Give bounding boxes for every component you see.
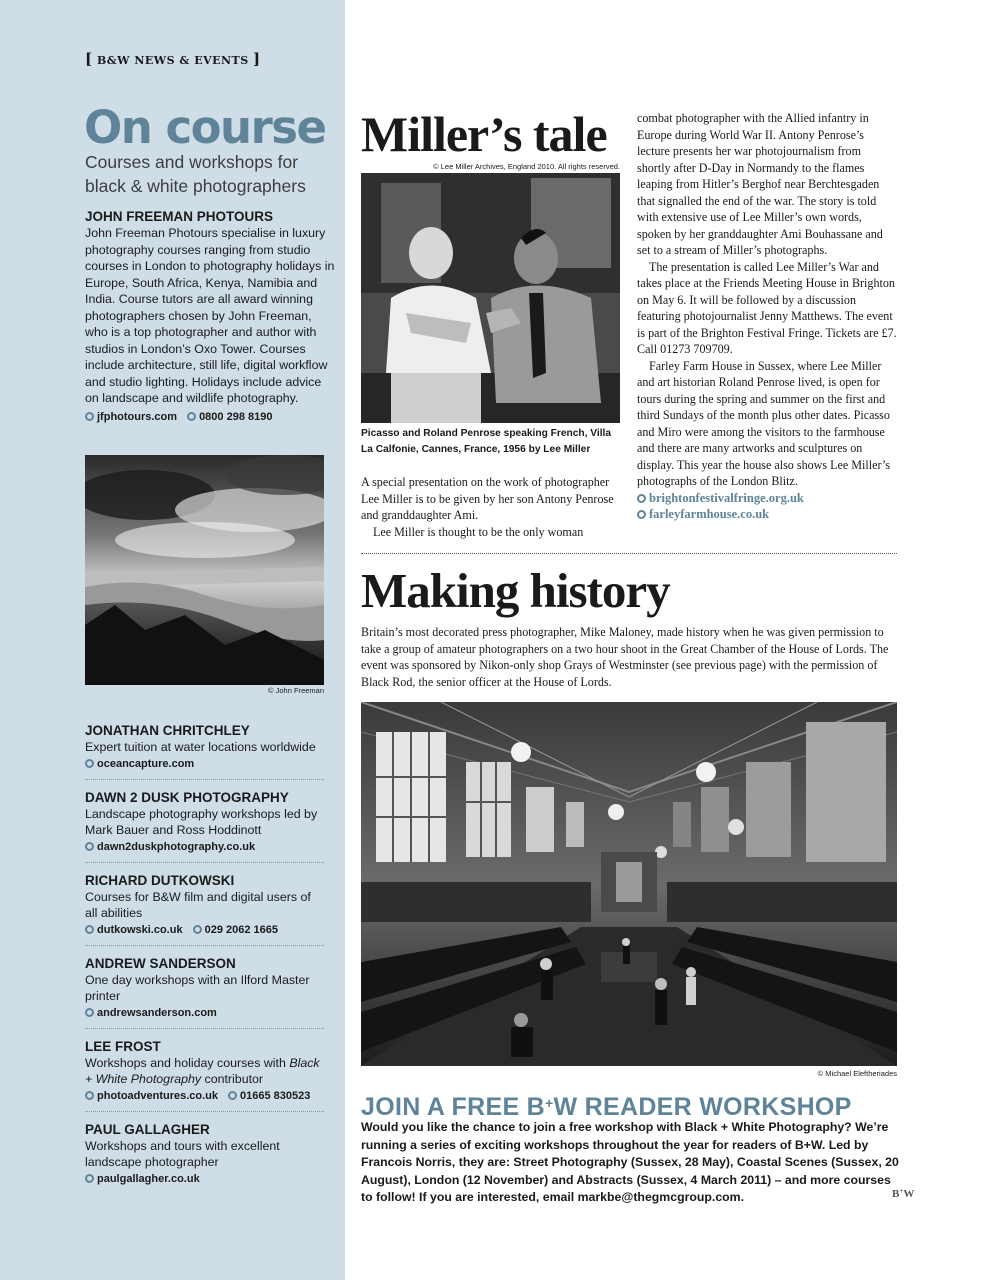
logo-plus: +: [899, 1187, 904, 1195]
course-contact: [85, 756, 324, 773]
bullet-icon: [85, 759, 94, 768]
miller-paragraph: A special presentation on the work of photographer Lee Miller is to be given by her son Antony Penrose and granddaughter Ami.: [361, 475, 614, 522]
bullet-icon: [85, 1008, 94, 1017]
course-description: Workshops and tours with excellent landscape photographer: [85, 1138, 280, 1169]
miller-paragraph: The presentation is called Lee Miller’s War and takes place at the Friends Meeting House in Brighton on May 6. It will be followed by a discussion featuring photojournalist Jenny Matthews. The event is part of the Brighton Festival Fringe. Tickets are £7. Call 01273 709709.: [637, 259, 897, 356]
featured-body: John Freeman Photours specialise in luxury photography courses ranging from studio courses in London to photography holidays in Europe, South Africa, Kenya, Namibia and India. Course tutors are all award winning photographers chosen by John Freeman, who is a top photographer and author with studios in London’s Oxo Tower. Courses include architecture, still life, digital workflow and studio lighting. Holidays include advice on landscape and wildlife photography.: [85, 226, 335, 405]
section-tag-label: B&W NEWS & EVENTS: [96, 54, 249, 67]
featured-course: [85, 208, 335, 426]
bw-logo: [892, 1187, 914, 1200]
course-list: [85, 722, 324, 1203]
course-description-text: Workshops and holiday courses with: [85, 1055, 290, 1070]
course-heading: JONATHAN CHRITCHLEY: [85, 723, 250, 738]
logo-letter: W: [903, 1188, 915, 1200]
course-description: Courses for B&W film and digital users of all abilities: [85, 889, 311, 920]
workshop-headline-text: W READER WORKSHOP: [553, 1093, 852, 1121]
course-heading: LEE FROST: [85, 1038, 161, 1054]
landscape-photo-credit: © John Freeman: [268, 686, 324, 695]
miller-paragraph: Farley Farm House in Sussex, where Lee Miller and art historian Roland Penrose lived, is open for tours during the spring and summer on the first and third Sundays of the month plus other dates. Picasso and Miro were among the visitors to the farmhouse and there are many artworks and sculptures on display. This year the house also shows Lee Miller’s photographs of the London Blitz.: [637, 358, 891, 488]
farmhouse-link[interactable]: farleyfarmhouse.co.uk: [649, 507, 770, 521]
course-link[interactable]: paulgallagher.co.uk: [97, 1172, 200, 1185]
course-description: Expert tuition at water locations worldwide: [85, 740, 316, 754]
miller-photo-caption: Picasso and Roland Penrose speaking French, Villa La Calfonie, Cannes, France, 1956 by Lee Miller: [361, 428, 612, 455]
bullet-icon: [637, 494, 646, 503]
course-entry: [85, 955, 324, 1029]
miller-column-1: [361, 474, 620, 540]
course-entry: [85, 722, 324, 780]
house-of-lords-photo: [361, 702, 897, 1066]
landscape-photo-image: [85, 455, 324, 685]
miller-photo-credit: © Lee Miller Archives, England 2010. All rights reserved.: [433, 162, 620, 171]
sidebar-subtitle: Courses and workshops for black & white photographers: [85, 152, 306, 196]
featured-phone: 0800 298 8190: [199, 410, 273, 423]
course-contact: [85, 1171, 324, 1188]
miller-paragraph-continued-wrap: [637, 110, 897, 259]
bullet-icon: [228, 1091, 237, 1100]
course-description: [85, 1055, 324, 1088]
picasso-photo: [361, 173, 620, 423]
bullet-icon: [85, 842, 94, 851]
course-contact: [85, 1005, 324, 1022]
course-heading: DAWN 2 DUSK PHOTOGRAPHY: [85, 789, 289, 805]
course-entry: [85, 1121, 324, 1194]
bullet-icon: [637, 510, 646, 519]
course-phone: 01665 830523: [240, 1089, 311, 1102]
workshop-body: Would you like the chance to join a free workshop with Black + White Photography? We’re running a series of exciting workshops throughout the year for readers of B+W. Led by Francois Norris, they are: Street Photography (Sussex, 28 May), Coastal Scenes (Sussex, 20 August), London (12 November) and Abstracts (Sussex, 4 March 2011) – and more courses to follow! If you are interested, email markbe@thegmcgroup.com.: [361, 1120, 899, 1204]
course-heading: RICHARD DUTKOWSKI: [85, 872, 235, 888]
course-entry: [85, 1038, 324, 1112]
course-contact: [85, 1088, 324, 1105]
logo-letter: B: [892, 1188, 900, 1200]
bullet-icon: [85, 925, 94, 934]
course-link[interactable]: dawn2duskphotography.co.uk: [97, 840, 256, 853]
bullet-icon: [85, 412, 94, 421]
making-body: Britain’s most decorated press photographer, Mike Maloney, made history when he was given permission to take a group of amateur photographers on a two hour shoot in the Great Chamber of the House of Lords. The event was sponsored by Nikon-only shop Grays of Westminster (see previous page) with the permission of Black Rod, the senior officer at the House of Lords.: [361, 625, 889, 689]
plus-glyph: +: [545, 1095, 554, 1111]
course-heading: PAUL GALLAGHER: [85, 1121, 210, 1137]
bullet-icon: [187, 412, 196, 421]
course-phone: 029 2062 1665: [204, 923, 278, 936]
course-contact: [85, 839, 324, 856]
bullet-icon: [85, 1174, 94, 1183]
house-of-lords-image: [361, 702, 897, 1066]
featured-heading: JOHN FREEMAN PHOTOURS: [85, 209, 274, 224]
course-description: Landscape photography workshops led by Mark Bauer and Ross Hoddinott: [85, 806, 318, 837]
course-link[interactable]: oceancapture.com: [97, 757, 195, 770]
course-description: One day workshops with an Ilford Master printer: [85, 972, 310, 1003]
featured-link[interactable]: jfphotours.com: [97, 410, 178, 423]
course-link[interactable]: andrewsanderson.com: [97, 1006, 217, 1019]
landscape-photo: [85, 455, 324, 685]
workshop-headline-text: JOIN A FREE B: [361, 1093, 546, 1121]
featured-contact: [85, 409, 335, 426]
magazine-name: Black + White Photography: [85, 1055, 320, 1086]
course-link[interactable]: dutkowski.co.uk: [97, 923, 183, 936]
bullet-icon: [85, 1091, 94, 1100]
section-divider: [361, 553, 897, 554]
miller-headline: Miller’s tale: [361, 106, 607, 162]
sidebar-title: On course: [84, 101, 326, 154]
picasso-photo-image: [361, 173, 620, 423]
making-headline: Making history: [361, 563, 670, 618]
festival-link-row: [637, 490, 897, 507]
course-link[interactable]: photoadventures.co.uk: [97, 1089, 219, 1102]
miller-paragraph-continued: combat photographer with the Allied infantry in Europe during World War II. Antony Penrose’s lecture presents her war photojournalism from shortly after D-Day in Normandy to the flames leaping from Hitler’s Berghof near Berchtesgaden that signalled the end of the war. The story is told with extensive use of Lee Miller’s own words, spoken by her granddaughter Ami Bouhassane and set to a stream of Miller’s photographs.: [637, 111, 883, 257]
course-heading: ANDREW SANDERSON: [85, 955, 236, 971]
miller-column-2: [637, 110, 897, 523]
miller-paragraph-start: Lee Miller is thought to be the only woman: [373, 524, 584, 539]
course-entry: [85, 789, 324, 863]
festival-link[interactable]: brightonfestivalfringe.org.uk: [649, 490, 804, 505]
course-description-text: contributor: [201, 1072, 264, 1086]
bullet-icon: [193, 925, 202, 934]
course-entry: [85, 872, 324, 946]
section-tag: [ B&W NEWS & EVENTS ]: [85, 50, 261, 68]
farmhouse-link-row: [637, 506, 897, 523]
course-contact: [85, 922, 324, 939]
lords-photo-credit: © Michael Eleftheriades: [817, 1069, 897, 1078]
